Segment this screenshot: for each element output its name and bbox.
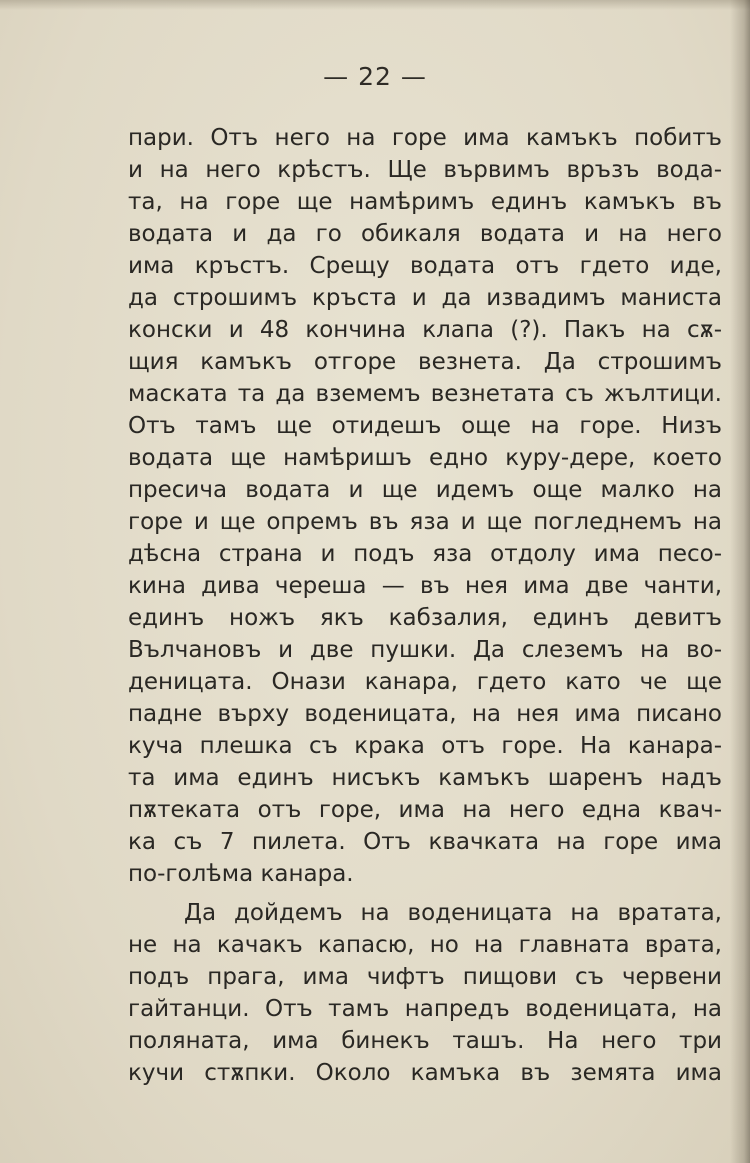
body-text [128, 122, 722, 1089]
text-line: има кръстъ. Срещу водата отъ гдето иде, [128, 253, 722, 279]
text-line: да строшимъ кръста и да извадимъ маниста [128, 285, 722, 311]
text-line: и на него крѣстъ. Ще вървимъ връзъ вода- [128, 157, 722, 183]
page-number: — 22 — [323, 62, 427, 91]
text-line: поляната, има бинекъ ташъ. На него три [128, 1028, 722, 1054]
text-line: пресича водата и ще идемъ още малко на [128, 477, 722, 503]
text-line: та, на горе ще намѣримъ единъ камъкъ въ [128, 189, 722, 215]
text-line: Вълчановъ и две пушки. Да слеземъ на во- [128, 637, 722, 663]
text-line: горе и ще опремъ въ яза и ще погледнемъ на [128, 509, 722, 535]
text-line: кучи стѫпки. Около камъка въ земята има [128, 1060, 722, 1086]
text-line: по-голѣма канара. [128, 861, 354, 887]
text-line: щия камъкъ отгоре везнета. Да строшимъ [128, 349, 722, 375]
text-line: гайтанци. Отъ тамъ напредъ воденицата, на [128, 996, 722, 1022]
page-top-shadow [0, 0, 750, 10]
text-line: не на качакъ капасю, но на главната врата, [128, 932, 722, 958]
text-line: пѫтеката отъ горе, има на него една квач- [128, 797, 722, 823]
text-line: дѣсна страна и подъ яза отдолу има песо- [128, 541, 722, 567]
text-line: падне върху воденицата, на нея има писано [128, 701, 722, 727]
text-line: водата и да го обикаля водата и на него [128, 221, 722, 247]
text-line: маската та да вземемъ везнетата съ жълтици. [128, 381, 722, 407]
text-line: деницата. Онази канара, гдето като че ще [128, 669, 722, 695]
page-right-shadow [730, 0, 750, 1163]
text-line: кина дива череша — въ нея има две чанти, [128, 573, 722, 599]
text-line: ка съ 7 пилета. Отъ квачката на горе има [128, 829, 722, 855]
text-line: конски и 48 кончина клапа (?). Пакъ на сѫ- [128, 317, 722, 343]
text-line: Да дойдемъ на воденицата на вратата, [184, 900, 722, 926]
text-line: подъ прага, има чифтъ пищови съ червени [128, 964, 722, 990]
text-line: водата ще намѣришъ едно куру-дере, което [128, 445, 722, 471]
paragraph-1 [128, 122, 722, 890]
text-line: куча плешка съ крака отъ горе. На канара- [128, 733, 722, 759]
text-line: та има единъ нисъкъ камъкъ шаренъ надъ [128, 765, 722, 791]
text-line: пари. Отъ него на горе има камъкъ побитъ [128, 125, 722, 151]
text-line: Отъ тамъ ще отидешъ още на горе. Низъ [128, 413, 722, 439]
paragraph-2 [128, 897, 722, 1089]
text-line: единъ ножъ якъ кабзалия, единъ девитъ [128, 605, 722, 631]
